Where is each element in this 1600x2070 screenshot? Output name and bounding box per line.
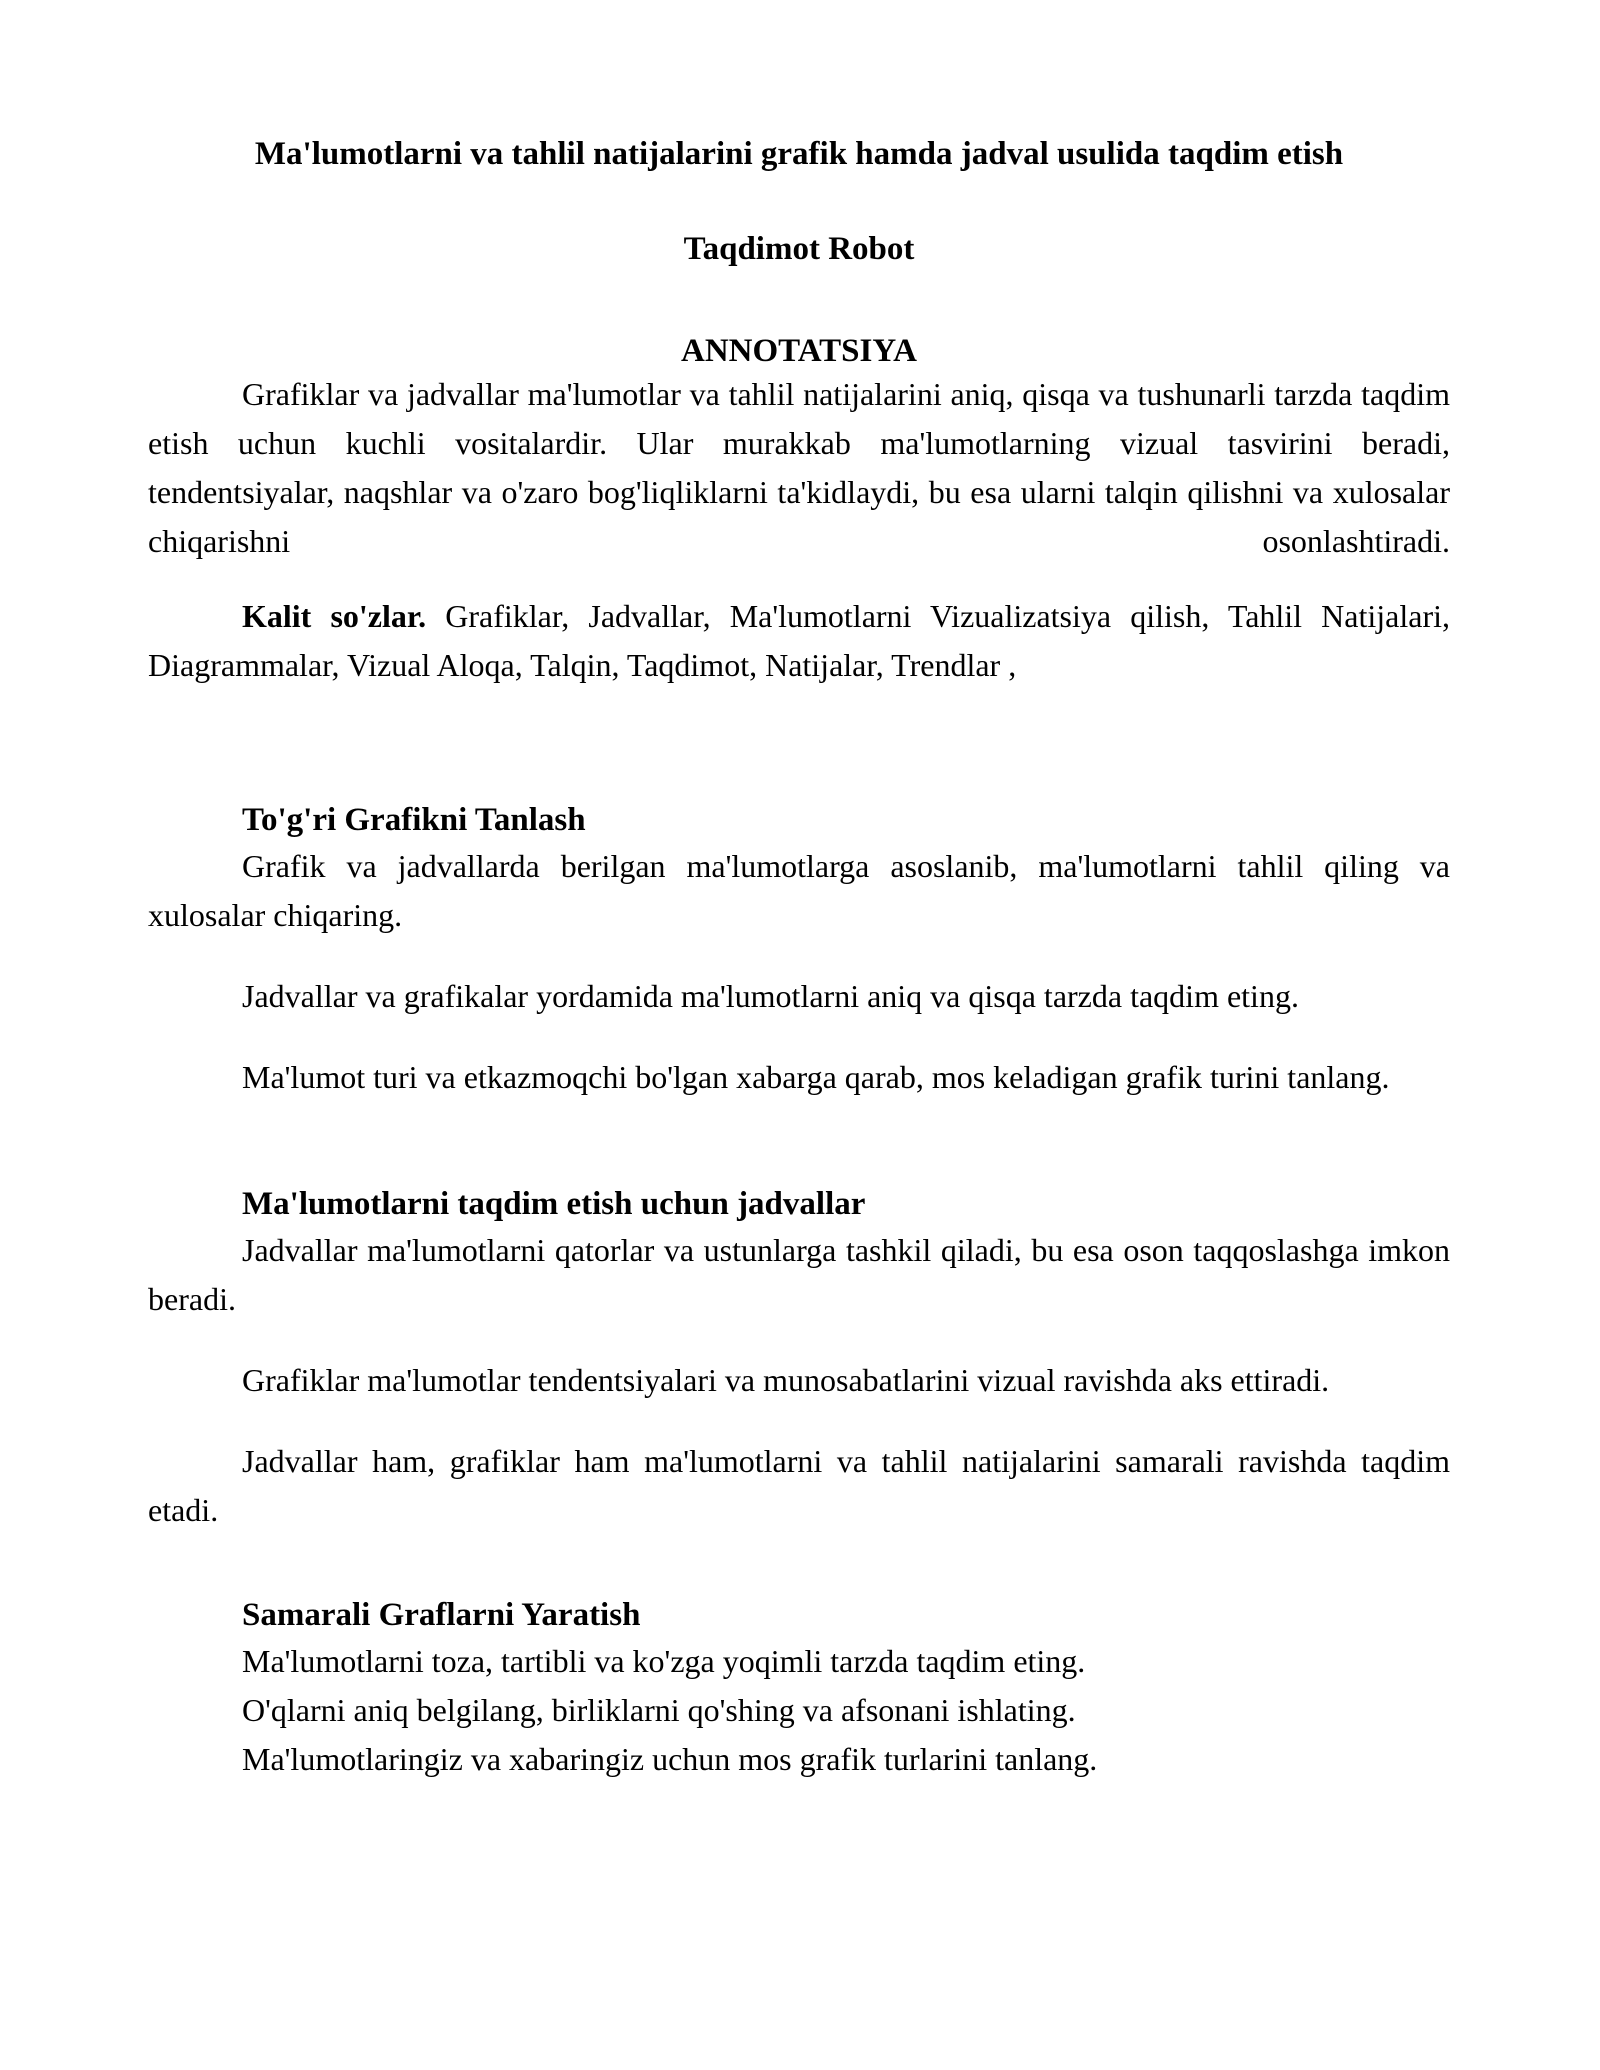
section-2-paragraph-1: Jadvallar ma'lumotlarni qatorlar va ustunlarga tashkil qiladi, bu esa oson taqqoslashga imkon beradi.	[148, 1232, 1450, 1317]
section-1-paragraph-1: Grafik va jadvallarda berilgan ma'lumotlarga asoslanib, ma'lumotlarni tahlil qiling va xulosalar chiqaring.	[148, 848, 1450, 933]
keywords-label: Kalit so'zlar.	[242, 598, 427, 634]
section-1-paragraph-3: Ma'lumot turi va etkazmoqchi bo'lgan xabarga qarab, mos keladigan grafik turini tanlang.	[242, 1059, 1390, 1095]
section-heading-effective-graphs: Samarali Graflarni Yaratish	[242, 1597, 641, 1633]
section-1-paragraph-2: Jadvallar va grafikalar yordamida ma'lumotlarni aniq va qisqa tarzda taqdim eting.	[242, 978, 1299, 1014]
section-heading-choosing-graph: To'g'ri Grafikni Tanlash	[242, 802, 586, 838]
document-page	[148, 120, 1450, 1784]
section-heading-tables: Ma'lumotlarni taqdim etish uchun jadvallar	[242, 1186, 866, 1222]
annotation-heading: ANNOTATSIYA	[681, 333, 917, 369]
document-title: Ma'lumotlarni va tahlil natijalarini grafik hamda jadval usulida taqdim etish	[254, 136, 1344, 172]
keywords-text: Grafiklar, Jadvallar, Ma'lumotlarni Vizualizatsiya qilish, Tahlil Natijalari, Diagrammalar, Vizual Aloqa, Talqin, Taqdimot, Natijalar, Trendlar ,	[148, 598, 1451, 683]
section-2-paragraph-2: Grafiklar ma'lumotlar tendentsiyalari va munosabatlarini vizual ravishda aks ettiradi.	[242, 1362, 1330, 1398]
section-3-paragraph-2: O'qlarni aniq belgilang, birliklarni qo'shing va afsonani ishlating.	[242, 1692, 1076, 1728]
keywords-paragraph	[148, 592, 1450, 690]
section-3-paragraph-3: Ma'lumotlaringiz va xabaringiz uchun mos grafik turlarini tanlang.	[242, 1741, 1098, 1777]
section-3-paragraph-1: Ma'lumotlarni toza, tartibli va ko'zga yoqimli tarzda taqdim eting.	[242, 1643, 1086, 1679]
annotation-text: Grafiklar va jadvallar ma'lumotlar va tahlil natijalarini aniq, qisqa va tushunarli tarzda taqdim etish uchun kuchli vositalardir. Ular murakkab ma'lumotlarning vizual tasvirini beradi, tendentsiyalar, naqshlar va o'zaro bog'liqliklarni ta'kidlaydi, bu esa ularni talqin qilishni va xulosalar chiqarishni osonlashtiradi.	[148, 376, 1450, 559]
document-author: Taqdimot Robot	[683, 231, 915, 267]
section-2-paragraph-3: Jadvallar ham, grafiklar ham ma'lumotlarni va tahlil natijalarini samarali ravishda taqdim etadi.	[148, 1443, 1450, 1528]
